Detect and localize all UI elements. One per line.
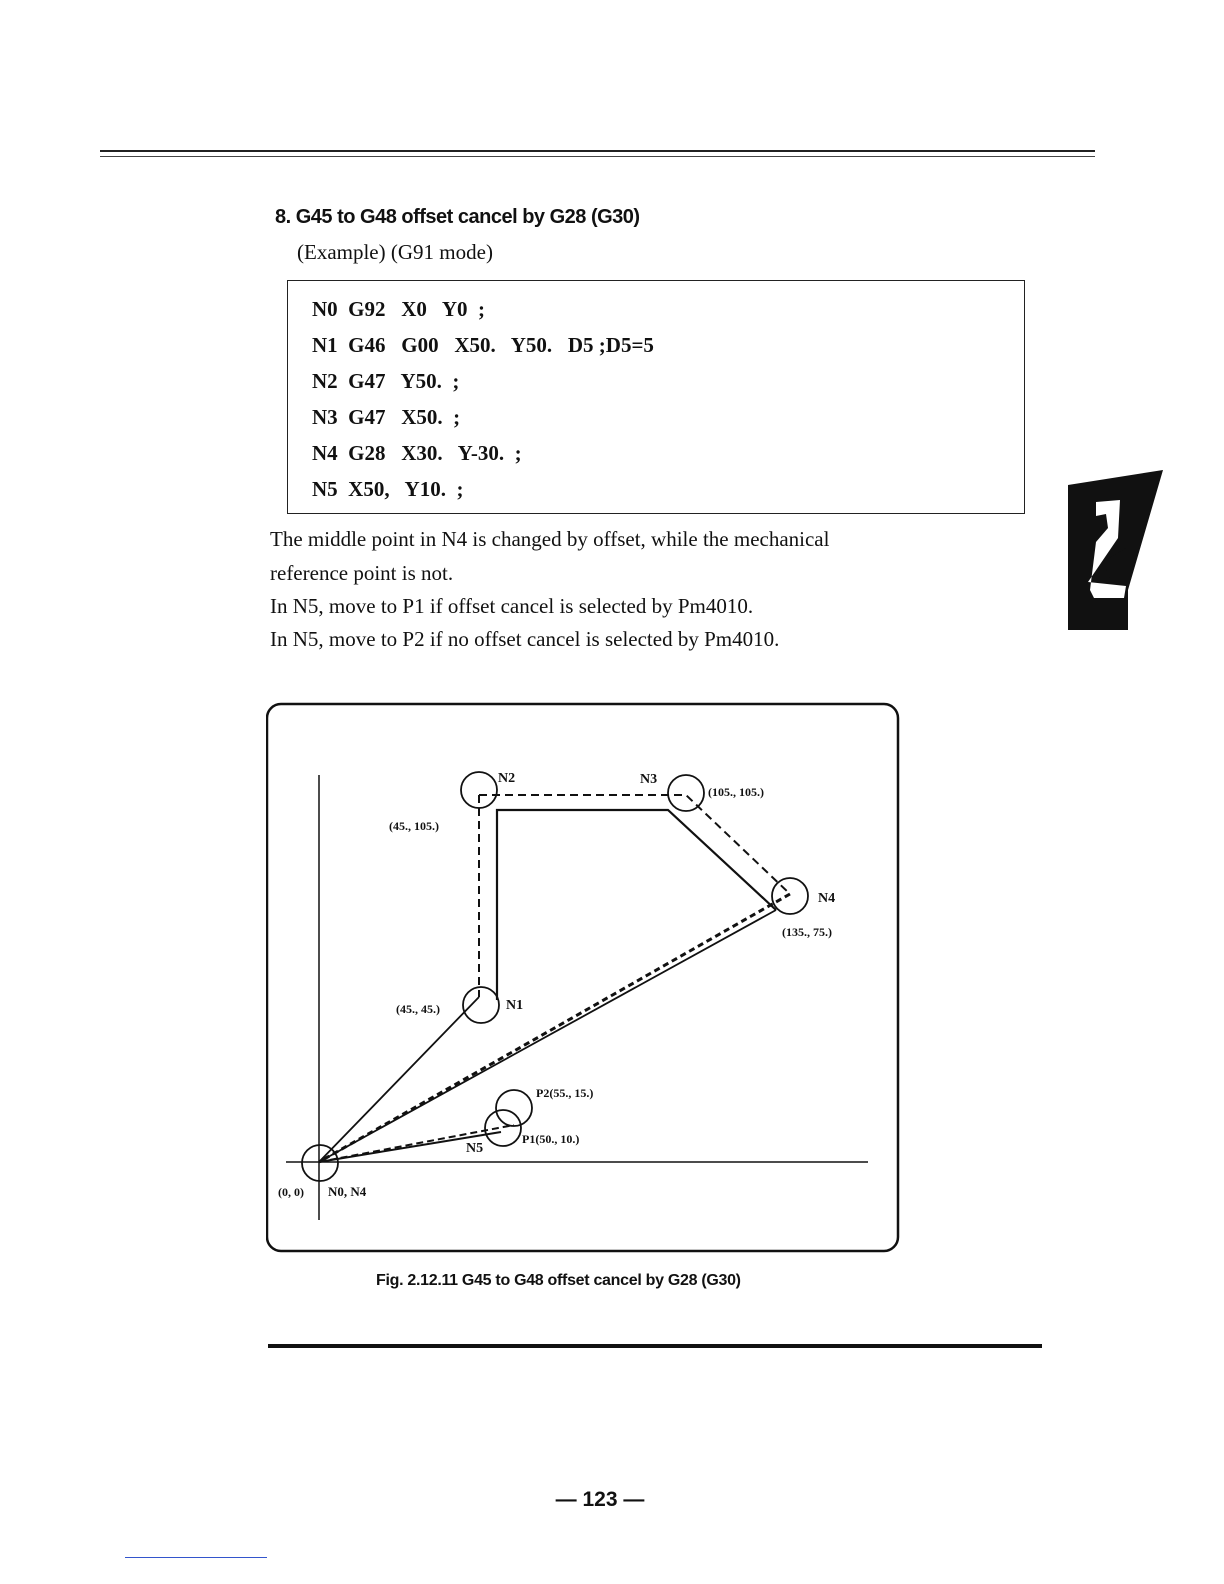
- example-caption: (Example) (G91 mode): [297, 240, 493, 264]
- code-line: N5 X50, Y10. ;: [312, 477, 464, 501]
- page-number: — 123 —: [555, 1488, 645, 1511]
- tool-circle-n1: [463, 987, 499, 1023]
- label-n3: N3: [640, 772, 658, 787]
- tool-circle-n3: [668, 775, 704, 811]
- label-n2: N2: [498, 771, 516, 786]
- toolpath-diagram: [266, 700, 900, 1254]
- section-title: 8. G45 to G48 offset cancel by G28 (G30): [275, 206, 640, 228]
- code-line: N2 G47 Y50. ;: [312, 369, 460, 393]
- offset-path-solid: [497, 810, 776, 1000]
- label-n1-coord: (45., 45.): [396, 1002, 440, 1016]
- chapter-tab-icon: [1068, 470, 1163, 630]
- code-line: N0 G92 X0 Y0 ;: [312, 297, 486, 321]
- return-path-dashed: [319, 894, 790, 1162]
- label-n1: N1: [506, 998, 524, 1013]
- label-p1: P1(50., 10.): [522, 1132, 580, 1146]
- label-n4: N4: [818, 891, 836, 906]
- label-n4-coord: (135., 75.): [782, 925, 832, 939]
- footer-link-underline: [125, 1557, 267, 1558]
- tool-circle-n4: [772, 878, 808, 914]
- tool-circle-p2: [496, 1090, 532, 1126]
- code-line: N1 G46 G00 X50. Y50. D5 ;D5=5: [312, 333, 654, 357]
- code-line: N3 G47 X50. ;: [312, 405, 461, 429]
- label-n5: N5: [466, 1141, 484, 1156]
- description-line: The middle point in N4 is changed by offset, while the mechanical: [270, 527, 830, 551]
- label-n3-coord: (105., 105.): [708, 785, 764, 799]
- label-origin-coord: (0, 0): [278, 1185, 304, 1199]
- label-origin: N0, N4: [328, 1184, 367, 1199]
- header-rule-secondary: [100, 156, 1095, 157]
- code-line: N4 G28 X30. Y-30. ;: [312, 441, 522, 465]
- offset-path-n1: [319, 997, 479, 1162]
- header-rule: [100, 150, 1095, 152]
- return-path-solid: [319, 910, 776, 1162]
- footer-rule: [268, 1344, 1042, 1348]
- description-line: reference point is not.: [270, 561, 454, 585]
- label-p2: P2(55., 15.): [536, 1086, 594, 1100]
- description-line: In N5, move to P2 if no offset cancel is selected by Pm4010.: [270, 627, 780, 651]
- code-listing-box: [287, 280, 1025, 514]
- figure-caption: Fig. 2.12.11 G45 to G48 offset cancel by G28 (G30): [376, 1272, 741, 1289]
- label-n2-coord: (45., 105.): [389, 819, 439, 833]
- figure-frame: [267, 704, 898, 1251]
- description-line: In N5, move to P1 if offset cancel is selected by Pm4010.: [270, 594, 754, 618]
